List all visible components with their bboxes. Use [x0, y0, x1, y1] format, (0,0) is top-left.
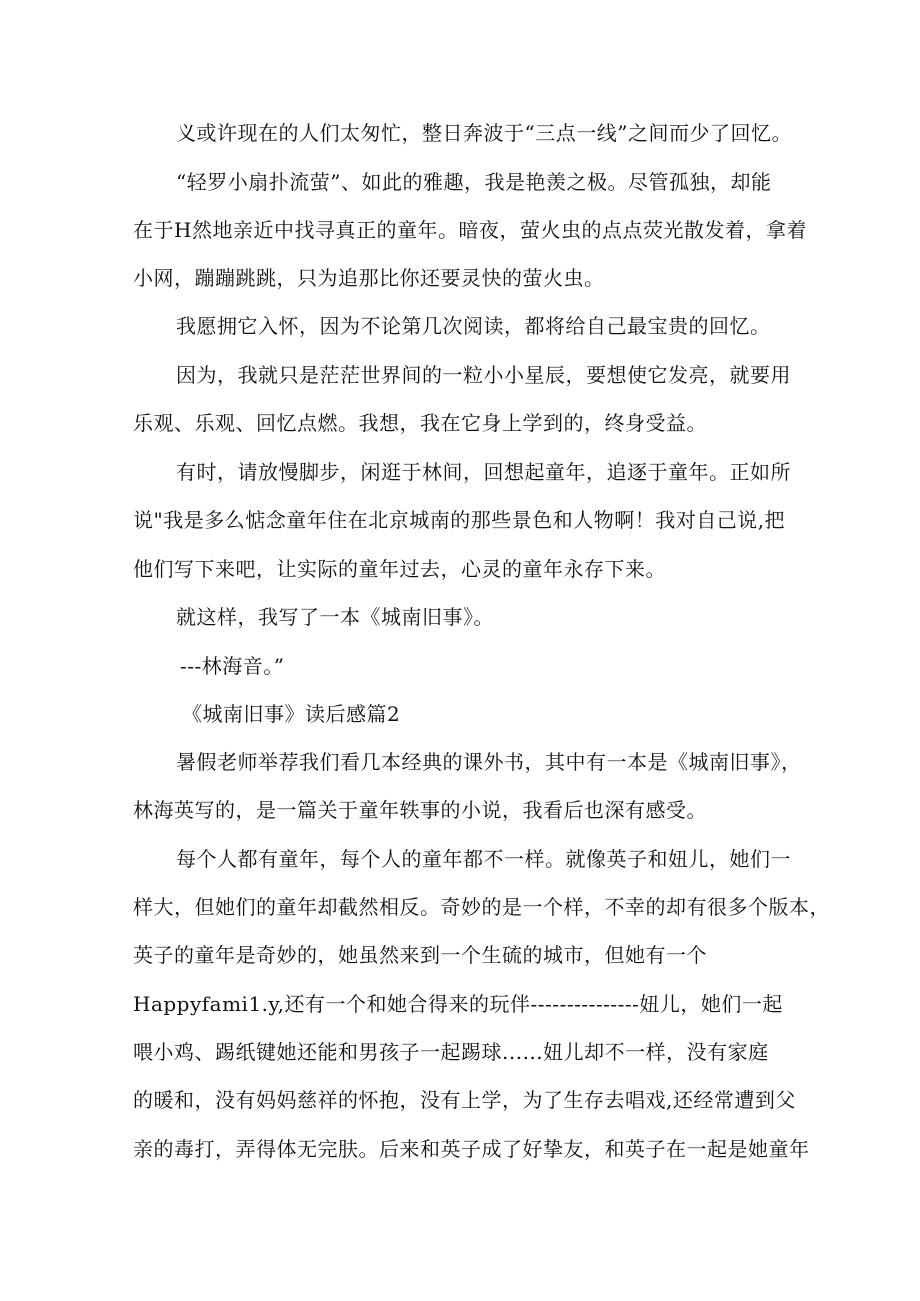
- text-line: 样大，但她们的童年却截然相反。奇妙的是一个样，不幸的却有很多个版本，: [133, 895, 830, 919]
- text-line: 义或许现在的人们太匆忙，整日奔波于“三点一线”之间而少了回忆。: [176, 121, 792, 145]
- text-line: 乐观、乐观、回忆点燃。我想，我在它身上学到的，终身受益。: [133, 411, 707, 435]
- text-line: 因为，我就只是茫茫世界间的一粒小小星辰，要想使它发亮，就要用: [176, 363, 791, 387]
- text-line: 就这样，我写了一本《城南旧事》。: [176, 605, 494, 629]
- text-line: 我愿拥它入怀，因为不论第几次阅读，都将给自己最宝贵的回忆。: [176, 314, 771, 338]
- text-line: 小网，蹦蹦跳跳，只为追那比你还要灵快的萤火虫。: [133, 266, 605, 290]
- text-line: 说"我是多么惦念童年住在北京城南的那些景色和人物啊！我对自己说,把: [133, 508, 786, 532]
- text-line: 的暖和，没有妈妈慈祥的怀抱，没有上学，为了生存去唱戏,还经常遭到父: [133, 1088, 796, 1112]
- section-title: 《城南旧事》读后感篇2: [182, 702, 401, 726]
- text-line: 有时，请放慢脚步，闲逛于林间，回想起童年，追逐于童年。正如所: [176, 460, 791, 484]
- text-line: 喂小鸡、踢纸键她还能和男孩子一起踢球......妞儿却不一样，没有家庭: [133, 1040, 769, 1064]
- text-line: 英子的童年是奇妙的，她虽然来到一个生硫的城市，但她有一个: [133, 943, 707, 967]
- text-line: 亲的毒打，弄得体无完肤。后来和英子成了好挚友，和英子在一起是她童年: [133, 1137, 810, 1161]
- text-line: 林海英写的，是一篇关于童年轶事的小说，我看后也深有感受。: [133, 798, 707, 822]
- text-line: 他们写下来吧，让实际的童年过去，心灵的童年永存下来。: [133, 557, 666, 581]
- text-line: 暑假老师举荐我们看几本经典的课外书，其中有一本是《城南旧事》，: [176, 750, 802, 774]
- signature-line: ---林海音。”: [180, 654, 285, 678]
- text-line: Happyfami1.y,还有一个和她合得来的玩伴---------------妞儿，她们一起: [133, 992, 783, 1016]
- text-line: 每个人都有童年，每个人的童年都不一样。就像英子和妞儿，她们一: [176, 847, 791, 871]
- text-line: 在于H然地亲近中找寻真正的童年。暗夜，萤火虫的点点荧光散发着，拿着: [133, 218, 807, 242]
- text-line: “轻罗小扇扑流萤”、如此的雅趣，我是艳羡之极。尽管孤独，却能: [176, 170, 772, 194]
